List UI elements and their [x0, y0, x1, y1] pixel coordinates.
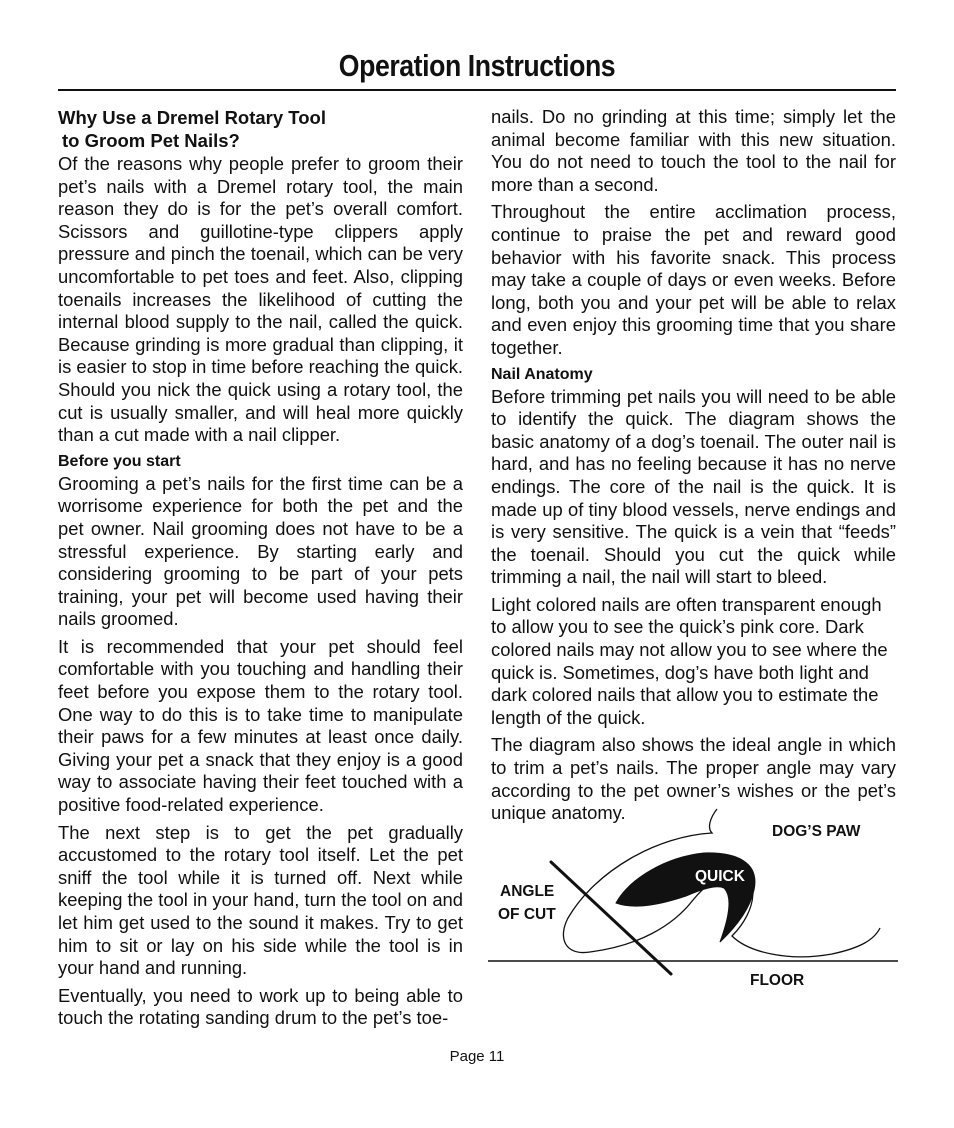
- page-number: Page 11: [449, 1048, 505, 1065]
- label-angle-of-cut-line-1: ANGLE: [500, 883, 555, 900]
- left-column: [58, 106, 463, 1035]
- label-floor: FLOOR: [750, 972, 805, 989]
- paragraph-light-colored-nails: Light colored nails are often transparent enough to allow you to see the quick’s pink core. Dark colored nails may not allow you to see where the quick is. Sometimes, dog’s have both light and dark colored nails that allow you to estimate the length of the quick.: [491, 593, 888, 728]
- subheading-before-you-start: Before you start: [58, 452, 181, 470]
- label-dogs-paw: DOG’S PAW: [772, 823, 861, 840]
- section-heading-line-2: to Groom Pet Nails?: [62, 130, 240, 151]
- paragraph-next-step: The next step is to get the pet gradually accustomed to the rotary tool itself. Let the pet sniff the tool while it is turned off. Next while keeping the tool in your hand, turn the tool on and let him get used to the sound it makes. Try to get him to sit or lay on his side while the tool is in your hand and running.: [58, 821, 463, 979]
- paragraph-eventually: Eventually, you need to work up to being able to touch the rotating sanding drum to the pet’s toe-: [58, 984, 463, 1029]
- right-column: [491, 106, 896, 830]
- paragraph-nails-continued: nails. Do no grinding at this time; simply let the animal become familiar with this new situation. You do not need to touch the tool to the nail for more than a second.: [491, 106, 896, 195]
- paragraph-ideal-angle: The diagram also shows the ideal angle in which to trim a pet’s nails. The proper angle may vary according to the pet owner’s wishes or the pet’s unique anatomy.: [491, 734, 896, 824]
- paragraph-identify-quick: Before trimming pet nails you will need to be able to identify the quick. The diagram shows the basic anatomy of a dog’s toenail. The outer nail is hard, and has no feeling because it has no nerve endings. The core of the nail is the quick. It is made up of tiny blood vessels, nerve endings and is very sensitive. The quick is a vein that “feeds” the toenail. Should you cut the quick while trimming a nail, the nail will start to bleed.: [491, 385, 896, 588]
- paragraph-why-dremel: Of the reasons why people prefer to groom their pet’s nails with a Dremel rotary tool, the main reason they do is for the pet’s overall comfort. Scissors and guillotine-type clippers apply pressure and pinch the toenail, which can be very uncomfortable to pet toes and feet. Also, clipping toenails increases the likelihood of cutting the internal blood supply to the nail, called the quick. Because grinding is more gradual than clipping, it is easier to stop in time before reaching the quick. Should you nick the quick using a rotary tool, the cut is usually smaller, and will heal more quickly than a cut made with a nail clipper.: [58, 153, 463, 446]
- section-heading-line-1: Why Use a Dremel Rotary Tool: [58, 107, 326, 128]
- title-rule: [58, 89, 896, 91]
- subheading-nail-anatomy: Nail Anatomy: [491, 365, 593, 383]
- quick-shape: [616, 853, 755, 942]
- nail-anatomy-diagram: [488, 800, 898, 995]
- section-heading-why-dremel: [58, 106, 463, 152]
- paragraph-grooming-first-time: Grooming a pet’s nails for the first time can be a worrisome experience for both the pet and the pet owner. Nail grooming does not have to be a stressful experience. By starting early and considering grooming to be part of your pets training, your pet will become used having their nails groomed.: [58, 472, 463, 630]
- label-angle-of-cut-line-2: OF CUT: [498, 906, 556, 923]
- label-quick: QUICK: [695, 868, 745, 885]
- page-title: Operation Instructions: [338, 48, 616, 83]
- paragraph-feel-comfortable: It is recommended that your pet should feel comfortable with you touching and handling their feet before you expose them to the rotary tool. One way to do this is to take time to manipulate their paws for a few minutes at least once daily. Giving your pet a snack that they enjoy is a good way to associate having their feet touched with a positive food-related experience.: [58, 635, 463, 816]
- paragraph-acclimation: Throughout the entire acclimation process, continue to praise the pet and reward good behavior with his favorite snack. This process may take a couple of days or even weeks. Before long, both you and your pet will be able to relax and even enjoy this grooming time that you share together.: [491, 201, 896, 358]
